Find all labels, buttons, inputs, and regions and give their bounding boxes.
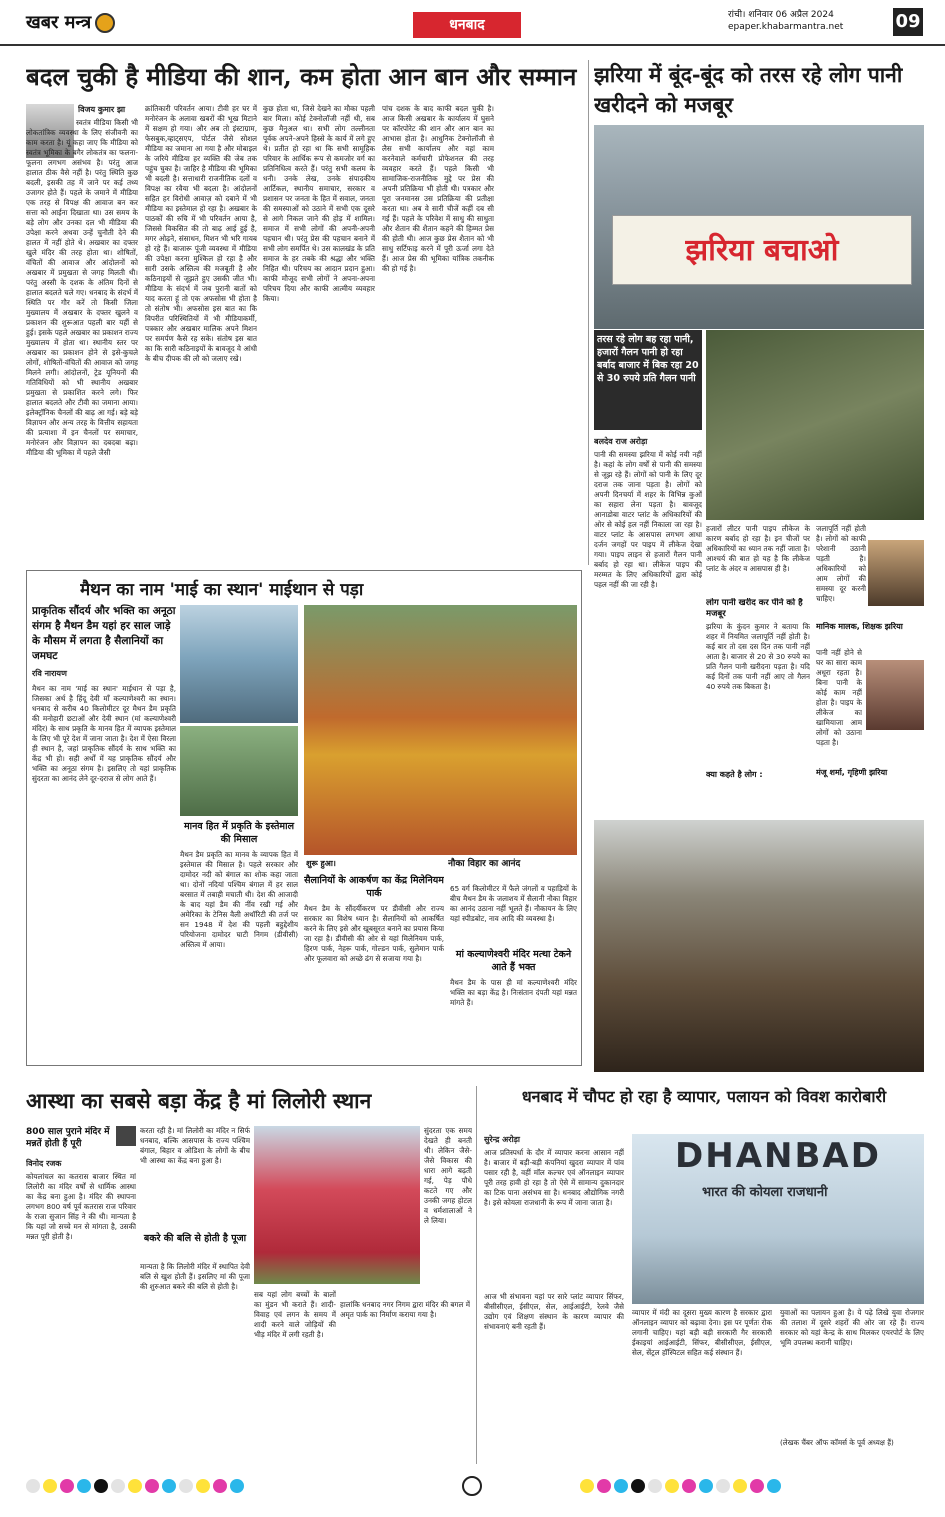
story5-col1: आज प्रतिस्पर्धा के दौर में व्यापार करना आसान नहीं है। बाजार में बड़ी-बड़ी कंपनियां खुदरा व्यापार में पांव पसार रही है, वहीं मॉल कल्चर एवं ऑनलाइन व्यापार पूरी तरह हावी हो रहा है तो ऐसे में सामान्य दुकानदार का टिक पाना असंभव सा है। धनबाद औद्योगिक नगरी है। इसे कोयला राजधानी के रूप में जाना जाता है। (484, 1148, 624, 1207)
story4-headline: आस्था का सबसे बड़ा केंद्र है मां लिलोरी स्थान (26, 1088, 372, 1113)
story2-caption: तरस रहे लोग बह रहा पानी, हजारों गैलन पानी हो रहा बर्बाद बाजार में बिक रहा 20 से 30 रुपये प्रति गैलन पानी (597, 334, 699, 384)
dam-boat-photo (180, 605, 298, 723)
story4-col1: कोयलांचल का कतरास बाजार स्थित मां लिलोरी का मंदिर वर्षों से धार्मिक आस्था का केंद्र बना हुआ है। मंदिर की स्थापना लगभग 800 वर्ष पूर्व कतरास राज परिवार के राजा सुजान सिंह ने की थी। मान्यता है कि यहां जो सच्चे मन से मांगता है, उसकी मन्नत पूरी होती है। (26, 1172, 136, 1241)
story2-subhead: लोग पानी खरीद कर पीने को है मजबूर (706, 598, 803, 619)
story1-col3: कुछ होता था, जिसे देखने का मौका पहली बार मिला। कोई टेक्नोलॉजी नहीं थी, सब कुछ मैनुअल था। सभी लोग तल्लीनता पूर्वक अपने-अपने हिस्से के कार्य में लगे हुए थे। प्रतीत हो रहा था कि सभी सामूहिक परिवार के आर्थिक रूप से कमजोर वर्ग का प्रतिनिधित्व करते हैं। परंतु सभी कलम के धनी। उनके लेख, उनके संपादकीय आर्टिकल, स्थानीय समाचार, सरकार व प्रशासन पर जनता के हित में सवाल, जनता की समस्याओं को उठाने में सभी एक दूसरे से आगे निकल जाने की होड़ में शामिल। समाज में सभी लोगों की अपनी-अपनी पहचान थी। परंतु प्रेस की पहचान बनाने में सभी लोग समर्पित थे। उस कालखंड के प्रति समाज के हर तबके की श्रद्धा और भक्ति निहित थी। परिचय का आदान प्रदान हुआ। काफी मौजूद सभी लोगों ने अपना-अपना परिचय दिया और काफी आत्मीय व्यवहार किया। (263, 104, 375, 303)
dam-road-photo (180, 726, 298, 816)
story2-col3: जलापूर्ति नहीं होती है। लोगों को काफी परेशानी उठानी पड़ती है। अधिकारियों को आम लोगों की समस्या दूर करनी चाहिए। (816, 524, 866, 603)
story4-col4: सुंदरता एक समय देखते ही बनती थी। लेकिन जैसे-जैसे विकास की धारा आगे बढ़ती गई, पेड़ पौधे कटते गए और उनकी जगह होटल व धर्मशालाओं ने ले लिया। (424, 1126, 472, 1225)
story3-headline: मैथन का नाम 'माई का स्थान' माईथान से पड़ा (80, 580, 364, 600)
person2-name: मंजू शर्मा, गृहिणी झरिया (816, 768, 888, 777)
story4-col2b: मान्यता है कि लिलोरी मंदिर में स्थापित देवी बलि से खुश होती हैं। इसलिए मां की पूजा की शुरुआत बकरे की बलि से होती है। (140, 1262, 250, 1291)
story1-headline: बदल चुकी है मीडिया की शान, कम होता आन बान और सम्मान (26, 62, 577, 91)
flower-garden-photo (304, 605, 577, 855)
color-registration-left (26, 1478, 247, 1498)
story5-byline: सुरेन्द्र अरोड़ा (484, 1135, 520, 1144)
story4-col3: सब यहां लोग बच्चों के बालों का मुंडन भी कराते हैं। शादी-विवाह एवं लगन के समय में शादी करने वाले जोड़ियों की भीड़ मंदिर में लगी रहती है। (254, 1290, 336, 1339)
story5-col3: युवाओं का पलायन हुआ है। ये पढ़े लिखे युवा रोजगार की तलाश में दूसरे शहरों की ओर जा रहे हैं। राज्य सरकार को यहां केन्द्र के साथ मिलकर एयरपोर्ट के लिए भूमि उपलब्ध करानी चाहिए। (780, 1308, 924, 1347)
color-registration-right (580, 1478, 784, 1498)
rule (476, 1086, 477, 1464)
poster-subtitle: भारत की कोयला राजधानी (702, 1185, 828, 1200)
story3-col1: मैथन का नाम 'माई का स्थान' माईथान से पड़ा है, जिसका अर्थ है हिंदू देवी माँ कल्याणेश्वरी का स्थान। धनबाद से करीब 40 किलोमीटर दूर मैथन डैम प्रकृति की मनोहारी छटाओं और देवी स्थान (मां कल्याणेश्वरी मंदिर) के साथ प्रकृति के मानव हित में व्यापक इस्तेमाल के लिए भी पूरे देश में जाना जाता है। देश में ऐसा विरला ही स्थान है, जहां प्राकृतिक सौंदर्य के साथ भक्ति का केंद्र भी हो। सही अर्थों में यह प्राकृतिक सौंदर्य और भक्ति का अनूठा संगम है। इसलिए तो यहां प्राकृतिक सुंदरता का आनंद लेने दूर-दराज से लोग आते हैं। (32, 684, 176, 783)
date-line (728, 9, 843, 33)
story3-kicker: प्राकृतिक सौंदर्य और भक्ति का अनूठा संगम है मैथन डैम यहां हर साल जाड़े के मौसम में लगता है सैलानियों का जमघट (32, 605, 176, 662)
story5-note: (लेखक चैंबर ऑफ कॉमर्स के पूर्व अध्यक्ष हैं) (780, 1438, 894, 1447)
burning-land-photo (594, 820, 924, 1072)
photo1-caption: शुरू हुआ। (306, 859, 336, 868)
story1-col2: क्रांतिकारी परिवर्तन आया। टीवी हर घर में मनोरंजन के अलावा खबरों की भूख मिटाने में सक्षम हो गया। और अब तो इंस्टाग्राम, फेसबुक,व्हाट्सएप, पोर्टल जैसे सोशल मीडिया का जमाना आ गया है और मोबाइल के जरिये मीडिया हर व्यक्ति की जेब तक पहुंच चुका है। जाहिर है मीडिया की भूमिका भी बदली है। सत्ताधारी राजनीतिक दलों व विपक्ष का रवैया भी बदला है। आंदोलनों सहित हर विरोधी आवाज़ को दबाने में भी मीडिया का इस्तेमाल हो रहा है। अखबार के पाठकों की रुचि में भी परिवर्तन आया है, जिससे विकसित की तो बाढ़ आई हुई है, मगर ओढ़ने, संसाधन, मिशन भी भरि गायब हो रहे हैं। बाजारू पूंजी व्यवस्था में मीडिया की उपेक्षा करना मुश्किल हो रहा है और सारी उसके अस्तित्व की मजबूती है और कठिनाइयों से जूझते हुए उसकी जीत भी। मीडिया के संदर्भ में जब पुरानी बातों को याद करता हूं तो एक अफसोस भी होता है तो संतोष भी। अफसोस इस बात का कि विपरीत परिस्थितियों में भी मीडियाकर्मी, पत्रकार और अखबार मालिक अपने मिशन पर समर्पण कैसे रह सके। संतोष इस बात का कि सारी कठिनाइयों के बावजूद वे आंधी के बीच दीपक की लौ को जलाए रखे। (145, 104, 257, 363)
story1-col1: स्वतंत्र मीडिया किसी भी लोकतांत्रिक व्यवस्था के लिए संजीवनी का काम करता है। यूं कहा जाए कि मीडिया को स्वतंत्र भूमिका के बगैर लोकतंत्र का फलना-फूलना लगभग असंभव है। परंतु आज हालात ठीक वैसे नहीं है। परंतु स्थिति कुछ बदली, इसकी तह में जाने पर कई तथ्य उजागर होते हैं। पहले के जमाने में मीडिया एक तरह से विपक्ष की आवाज बन कर सत्ता को आईना दिखाता था। उस समय के बड़े लोग और उनका दल भी मीडिया की उपेक्षा करने अथवा उन्हें चुनौती देने की हालत में नहीं होते थे। अखबार का दफ्तर खुले मंदिर की तरह होता था। शोषितों, वंचितों की आवाज और आंदोलनों को अखबार में प्रमुखता से जगह मिलती थी। परंतु अस्सी के दशक के अंतिम दिनों से हालात बदलते चले गए। धनबाद के संदर्भ में स्थिति पर गौर करें तो किसी जिला मुख्यालय में अखबार के दफ्तर खुलने व प्रकाशन की शुरूआत पहली बार यहीं से हुई। इसके पहले अखबार का प्रकाशन राज्य मुख्यालय में होता था। स्थानीय स्तर पर अखबार का प्रकाशन होने से इसे-कुचले लोगों, शोषितों-वंचितों की आवाज को जगह मिलने लगी। आंदोलनों, ट्रेड यूनियनों की गतिविधियों को भी स्थानीय अखबार प्रमुखता से प्रकाशित करने लगे। फिर हालात बदलते और टीवी का जमाना आया। इलेक्ट्रॉनिक चैनलों की बाढ़ आ गई। बड़े बड़े विज्ञापन और अन्य तरह के वित्तीय सहायता की प्रत्याशा में इन चैनलों पर समाचार, मनोरंजन और विज्ञापन का दबदबा बढ़ा। मीडिया की भूमिका में पहले जैसी (26, 118, 138, 457)
banner: झरिया बचाओ (612, 215, 912, 285)
rule (588, 60, 589, 565)
story2-headline: झरिया में बूंद-बूंद को तरस रहे लोग पानी खरीदने को मजबूर (594, 62, 903, 117)
section-label: धनबाद (413, 12, 521, 38)
masthead (0, 0, 945, 46)
story4-kicker: 800 साल पुराने मंदिर में मन्नतें होती हैं पूरी (26, 1127, 110, 1149)
story1-col4: पांच दशक के बाद काफी बदल चुकी है। आज किसी अखबार के कार्यालय में घुसने पर कॉरपोरेट की शान और आन बान का आभास होता है। आधुनिक टेक्नोलॉजी से लैस सभी कार्यालय और वहां काम करनेवाले कर्मचारी प्रोफेशनल की तरह व्यवहार करते हैं। पहले किसी भी सामाजिक-राजनीतिक मुद्दे पर प्रेस की अपनी प्रतिक्रिया भी होती थी। पत्रकार और पूरा जनमानस उस प्रतिक्रिया की प्रतीक्षा करता था। अब वे सारी चीजें कहीं दब सी गई हैं। पहले के परिवेश में साधु की साधुता और शैतान की शैतान कहने की हिम्मत प्रेस की होती थी। आज कुछ प्रेस शैतान को भी साधु सर्टिफाइ करने में पूरी ऊर्जा लगा देते हैं। आज प्रेस की भूमिका यांत्रिक तकनीक की हो गई है। (382, 104, 494, 273)
story1-byline: विजय कुमार झा (78, 105, 126, 114)
crosshair-icon (462, 1476, 482, 1496)
story4-col2: करता रही है। मां लिलोरी का मंदिर न सिर्फ धनबाद, बल्कि आसपास के राज्य पश्चिम बंगाल, बिहार व ओडिशा के लोगों के बीच भी आस्था का केंद्र बना हुआ है। (140, 1126, 250, 1165)
story5-col1b: आज भी संभावना यहां पर सारे प्लांट व्यापार सिंफर, बीसीसीएल, ईसीएल, सेल, आईआईटी, रेलवे जैसे उद्योग एवं शिक्षण संस्थान के कारण व्यापार की संभावनाएं बनी रहती हैं। (484, 1292, 624, 1331)
temple-icon-photo (116, 1126, 136, 1146)
newspaper-logo: खबर मन्त्र (26, 10, 115, 34)
story2-col3b: पानी नहीं होने से घर का सारा काम अधूरा रहता है। बिना पानी के कोई काम नहीं होता है। पाइप के लीकेज का खामियाजा आम लोगों को उठाना पड़ता है। (816, 648, 862, 747)
dhanbad-poster (632, 1134, 924, 1304)
story5-col2: व्यापार में मंदी का दूसरा मुख्य कारण है सरकार द्वारा ऑनलाइन व्यापार को बढ़ावा देना। इस पर पूर्णतः रोक लगानी चाहिए। यहां बड़ी बड़ी सरकारी गैर सरकारी ईकाइयां आईआईटी, सिंफर, बीसीसीएल, ईसीएल, सेल, सेंट्रल हॉस्पिटल सहित कई संस्थान हैं। (632, 1308, 772, 1357)
story2-col2b: झरिया के कुंदन कुमार ने बताया कि शहर में नियमित जलापूर्ति नहीं होती है। कई बार तो दस दस दिन तक पानी नहीं आता है। बाजार से 20 से 30 रुपये का प्रति गैलन पानी खरीदना पड़ता है। यदि कई दिनों तक पानी नहीं आए तो गैलन 40 रुपये तक बिकता है। (706, 622, 810, 691)
story2-subhead2: क्या कहते है लोग : (706, 770, 763, 779)
protest-photo (594, 125, 924, 329)
story2-col1: पानी की समस्या झरिया में कोई नयी नहीं है। कहां के लोग वर्षों से पानी की समस्या से जूझ रहे हैं। लोगों को पानी के लिए दूर दराज तक जाना पड़ता है। लोगों को अपनी दिनचर्या में शहर के विभिन्न कुओं का सहारा लेना पड़ता है। बावजूद आनाडोबा वाटर प्लांट के अधिकारियों की ओर से कोई हल नहीं निकाला जा रहा है। वाटर प्लांट के आसपास लगभग आधा दर्जन जगहों पर पाइप में लीकेज देखा गया। पाइप लाइन से हजारों गैलन पानी बर्बाद हो रहा था। लीकेज पाइप की मरम्मत के लिए अधिकारियों द्वारा कोई पहल नहीं की जा रही है। (594, 450, 702, 589)
story4-byline: विनोद रजक (26, 1159, 62, 1168)
temple-photo (254, 1126, 420, 1284)
edition-date: रांची। शनिवार 06 अप्रैल 2024 (728, 10, 834, 20)
story3-sub3: मां कल्याणेश्वरी मंदिर मत्था टेकने आते हैं भक्त (455, 949, 572, 973)
person2-photo (866, 660, 924, 730)
story2-byline: बलदेव राज अरोड़ा (594, 437, 648, 446)
story4-col4b: हालांकि धनबाद नगर निगम द्वारा मंदिर की बगल में अमृत पार्क का निर्माण कराया गया है। (340, 1300, 470, 1319)
logo-emblem-icon (95, 13, 115, 33)
story3-col2: मैथन डैम प्रकृति का मानव के व्यापक हित में इस्तेमाल की मिसाल है। पहले सरकार और दामोदर नदी को बंगाल का शोक कहा जाता था। दोनों नदियां पश्चिम बंगाल में हर साल बरसात में तबाही मचाती थी। देश की आजादी के बाद यहां डैम की नींव रखी गई और अमेरिका के टेनिस वैली अथॉरिटी की तर्ज पर सन 1948 में देश की पहली बहुद्देशीय परियोजना दामोदर घाटी निगम (डीवीसी) अस्तित्व में आया। (180, 850, 298, 949)
page-number: 09 (893, 8, 923, 36)
poster-title: DHANBAD (675, 1136, 881, 1176)
story5-headline: धनबाद में चौपट हो रहा है व्यापार, पलायन को विवश कारोबारी (521, 1087, 887, 1106)
photo2-caption: नौका विहार का आनंद (448, 859, 521, 869)
story3-sub2: सैलानियों के आकर्षण का केंद्र मिलेनियम पार्क (304, 875, 444, 899)
person1-photo (868, 540, 924, 606)
person1-name: मानिक मालक, शिक्षक झरिया (816, 622, 903, 631)
story3-col3: मैथन डैम के सौंदर्यीकरण पर डीवीसी और राज्य सरकार का विशेष ध्यान है। सैलानियों को आकर्षित करने के लिए इसे और खूबसूरत बनाने का प्रयास किया जा रहा है। डीवीसी की ओर से यहां मिलेनियम पार्क, हिरण पार्क, नेहरू पार्क, गोल्डन पार्क, सुलेमान पार्क और फूलवारा को अच्छे ढंग से सजाया गया है। (304, 904, 444, 963)
pipeline-photo (706, 330, 924, 520)
story2-col2: हजारों लीटर पानी पाइप लीकेज के कारण बर्बाद हो रहा है। इन चीजों पर अधिकारियों का ध्यान तक नहीं जाता है। आश्चर्य की बात हो यह है कि लीकेज प्लांट के अंदर व आसपास ही है। (706, 524, 810, 573)
story3-col4: 65 वर्ग किलोमीटर में फैले जंगलों व पहाड़ियों के बीच मैथन डैम के जलाशय में सैलानी नौका विहार का आनंद उठाना नहीं भूलते हैं। नौकायन के लिए यहां स्पीडबोट, नाव आदि की व्यवस्था है। (450, 884, 577, 923)
story4-sub1: बकरे की बलि से होती है पूजा (143, 1233, 247, 1244)
website-link[interactable]: epaper.khabarmantra.net (728, 22, 844, 32)
story3-col4b: मैथन डैम के पास ही मां कल्याणेश्वरी मंदिर भक्ति का बड़ा केंद्र है। निःसंतान दंपती यहां मन्नत मांगते हैं। (450, 978, 577, 1007)
story3-byline: रवि नारायण (32, 669, 67, 678)
story3-sub1: मानव हित में प्रकृति के इस्तेमाल की मिसाल (183, 821, 295, 845)
